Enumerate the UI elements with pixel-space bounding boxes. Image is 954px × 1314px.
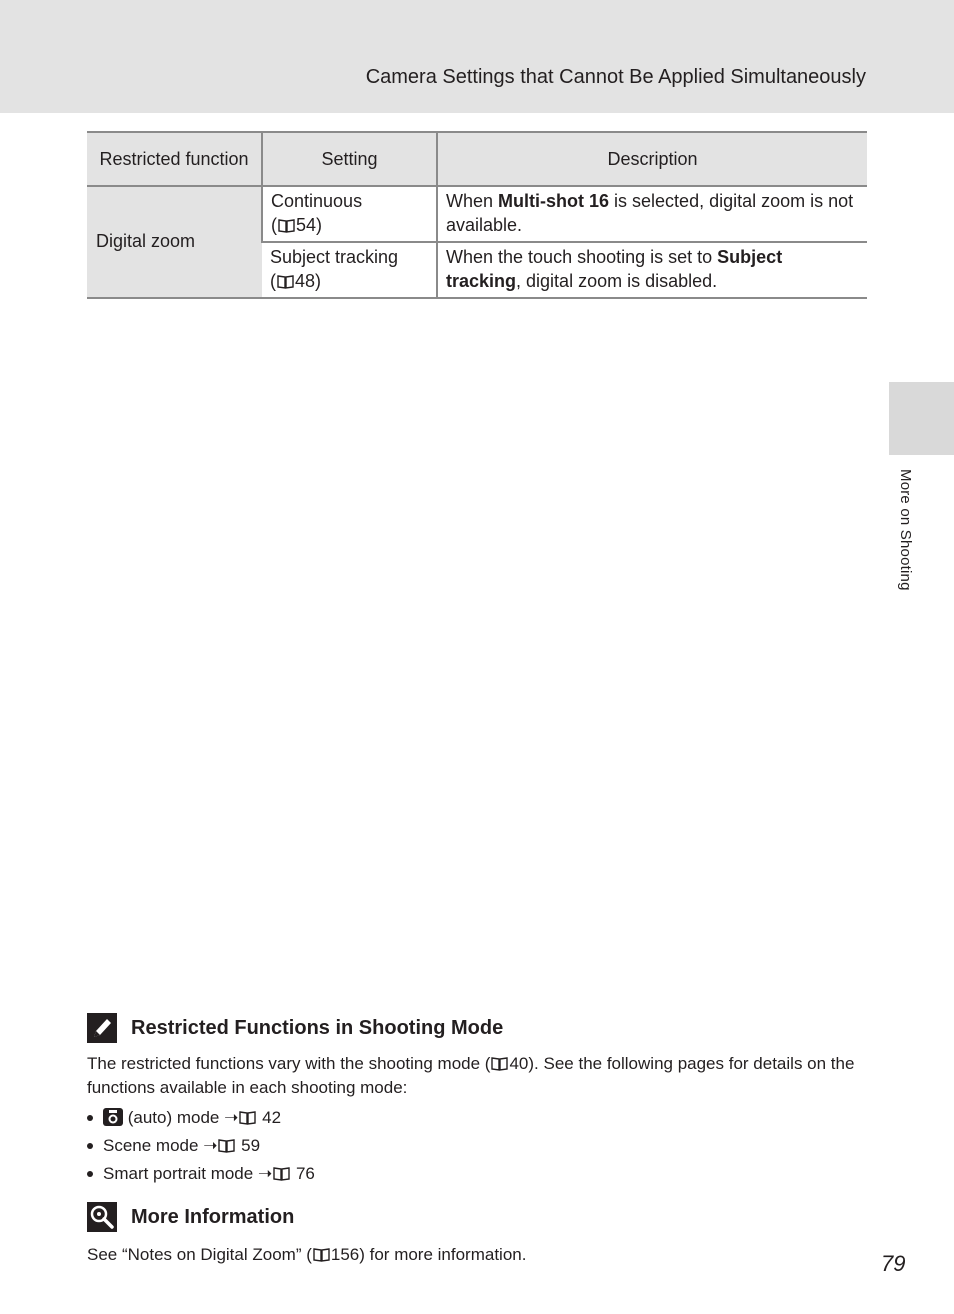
restricted-functions-note — [87, 1011, 877, 1188]
side-section-label: More on Shooting — [897, 469, 914, 591]
arrow-icon: ➝ — [203, 1136, 218, 1155]
magnifier-info-icon — [87, 1202, 117, 1232]
table-row — [87, 186, 867, 242]
table-header-row — [87, 132, 867, 186]
header-restricted-function: Restricted function — [87, 132, 262, 186]
note-body — [87, 1052, 877, 1100]
book-reference-icon — [218, 1138, 235, 1153]
setting-cell: Continuous ( 54) — [262, 186, 437, 242]
arrow-icon: ➝ — [224, 1108, 239, 1127]
note-text: ) for more information. — [359, 1245, 527, 1264]
arrow-icon: ➝ — [257, 1164, 273, 1183]
description-cell — [437, 186, 867, 242]
list-item-label: (auto) mode — [127, 1108, 220, 1127]
side-section-tab[interactable] — [889, 382, 954, 455]
note-text: ). See the following pages for details on the functions available in each shooting mode: — [87, 1054, 855, 1097]
page-header-title: Camera Settings that Cannot Be Applied Simultaneously — [365, 66, 866, 88]
description-text: , digital zoom is disabled. — [516, 271, 718, 291]
description-text: is selected, digital zoom is not available. — [446, 191, 854, 235]
book-reference-icon — [278, 218, 295, 233]
book-reference-icon — [313, 1247, 330, 1262]
bullet-dot — [87, 1171, 93, 1177]
list-item-page-ref[interactable]: 42 — [262, 1108, 282, 1127]
shooting-mode-list — [87, 1104, 877, 1188]
description-text: When — [446, 191, 499, 211]
note-title: Restricted Functions in Shooting Mode — [131, 1016, 504, 1039]
list-item-label: Scene mode — [103, 1136, 199, 1155]
bullet-dot — [87, 1115, 93, 1121]
restrictions-table — [87, 131, 867, 299]
function-cell: Digital zoom — [87, 186, 262, 298]
more-information-note — [87, 1200, 877, 1267]
note-text: See “Notes on Digital Zoom” ( — [87, 1245, 312, 1264]
note-page-ref[interactable]: 156 — [330, 1245, 360, 1264]
book-reference-icon — [491, 1056, 508, 1071]
description-cell — [437, 242, 867, 298]
setting-name: Subject tracking — [270, 247, 399, 267]
book-reference-icon — [239, 1110, 256, 1125]
note-body — [87, 1243, 877, 1267]
book-reference-icon — [273, 1166, 290, 1181]
description-bold-term: Multi-shot 16 — [498, 191, 610, 211]
list-item-page-ref[interactable]: 76 — [295, 1164, 315, 1183]
description-text: When the touch shooting is set to — [446, 247, 718, 267]
header-band — [0, 0, 954, 113]
description-bold-term: Subject tracking — [446, 247, 783, 291]
setting-cell: Subject tracking ( 48) — [262, 242, 437, 298]
page-number: 79 — [881, 1251, 906, 1276]
header-setting: Setting — [262, 132, 437, 186]
setting-page-ref[interactable]: 54 — [296, 215, 317, 235]
list-item — [87, 1132, 877, 1160]
setting-page-ref[interactable]: 48 — [295, 271, 316, 291]
list-item-page-ref[interactable]: 59 — [241, 1136, 261, 1155]
header-description: Description — [437, 132, 867, 186]
note-title: More Information — [131, 1205, 295, 1228]
list-item — [87, 1104, 877, 1132]
camera-auto-icon — [103, 1108, 123, 1126]
book-reference-icon — [277, 274, 294, 289]
list-item — [87, 1160, 877, 1188]
bullet-dot — [87, 1143, 93, 1149]
list-item-label: Smart portrait mode — [103, 1164, 254, 1183]
note-page-ref[interactable]: 40 — [509, 1054, 529, 1073]
note-text: The restricted functions vary with the shooting mode ( — [87, 1054, 491, 1073]
pencil-note-icon — [87, 1013, 117, 1043]
setting-name: Continuous — [271, 191, 363, 211]
